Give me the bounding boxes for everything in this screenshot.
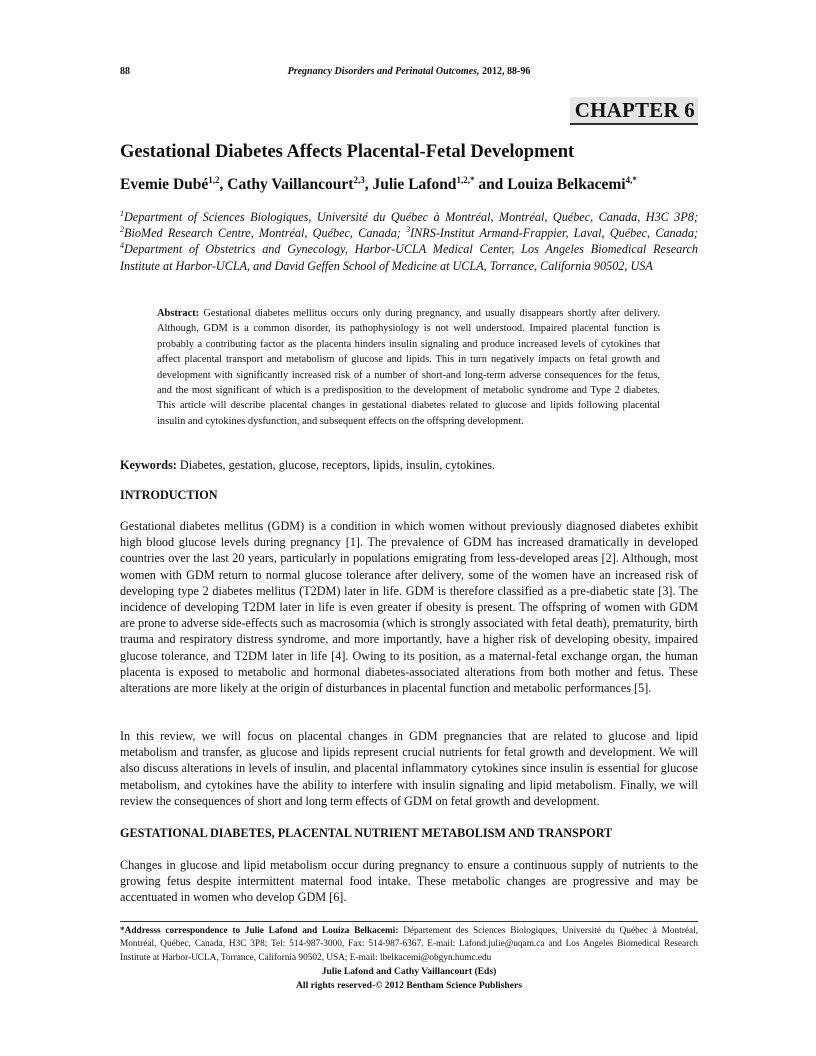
paragraph-gd-1: Changes in glucose and lipid metabolism occur during pregnancy to ensure a continuous supply of nutrients to the growing fetus despite intermittent maternal food intake. These metabolic changes are progressive and may be accentuated in women who develop GDM [6].	[120, 858, 698, 905]
journal-citation	[120, 66, 698, 77]
affiliation-marker: 2	[120, 225, 124, 235]
author-list	[120, 176, 637, 194]
affiliation-text: BioMed Research Centre, Montréal, Québec, Canada;	[124, 226, 407, 241]
author-separator: ,	[219, 176, 228, 193]
footnote-label: *Addresss correspondence to Julie Lafond and Louiza Belkacemi:	[120, 926, 399, 936]
footnote-text: Département des Sciences Biologiques, Université du Québec à Montréal, Montréal, Québec, Canada, H3C 3P8; Tel: 514-987-3000, Fax: 514-987-6367. E-mail: Lafond.julie@uqam.ca and Los Angeles Biomedical Research Institute at Harbor-UCLA, Torrance, California 90502, USA; E-mail: lbelkacemi@obgyn.humc.edu	[120, 926, 698, 963]
abstract-label: Abstract:	[157, 308, 200, 319]
author-affiliation-marker: 2,3	[353, 175, 365, 185]
keywords-label: Keywords:	[120, 458, 177, 472]
affiliation-text: Department of Sciences Biologiques, Université du Québec à Montréal, Montréal, Québec, Canada, H3C 3P8;	[124, 210, 698, 224]
article-title: Gestational Diabetes Affects Placental-Fetal Development	[120, 142, 575, 162]
chapter-banner	[570, 97, 698, 125]
keywords-text: Diabetes, gestation, glucose, receptors, lipids, insulin, cytokines.	[176, 458, 496, 472]
affiliation-text: Department of Obstetrics and Gynecology, Harbor-UCLA Medical Center, Los Angeles Biomedical Research Institute at Harbor-UCLA, and David Geffen School of Medicine at UCLA, Torrance, California 90502, USA	[120, 242, 698, 273]
author-name: Julie Lafond	[372, 176, 457, 193]
author-affiliation-marker: 4,*	[625, 175, 637, 185]
journal-name: Pregnancy Disorders and Perinatal Outcomes,	[287, 66, 480, 77]
keywords	[120, 458, 495, 473]
section-heading-introduction: INTRODUCTION	[120, 488, 218, 502]
abstract	[157, 306, 660, 429]
affiliations	[120, 209, 698, 274]
abstract-text: Gestational diabetes mellitus occurs only during pregnancy, and usually disappears shortly after delivery. Although, GDM is a common disorder, its pathophysiology is not well understood. Impaired placental function is probably a contributing factor as the placenta hinders insulin signaling and produce increased levels of cytokines that affect placental transport and metabolism of glucose and lipids. This in turn negatively impacts on fetal growth and development with significantly increased risk of a number of short-and long-term adverse consequences for the fetus, and the most significant of which is a predisposition to the development of metabolic syndrome and Type 2 diabetes. This article will describe placental changes in gestational diabetes related to glucose and lipids following placental insulin and cytokines dysfunction, and subsequent effects on the offspring development.	[157, 308, 660, 427]
editors-line: Julie Lafond and Cathy Vaillancourt (Eds)	[321, 966, 497, 977]
author-name: Cathy Vaillancourt	[227, 176, 354, 193]
section-heading-gestational-diabetes: GESTATIONAL DIABETES, PLACENTAL NUTRIENT METABOLISM AND TRANSPORT	[120, 826, 613, 840]
author-name: Evemie Dubé	[120, 176, 209, 193]
affiliation-marker: 4	[120, 241, 124, 251]
paragraph-intro-1: Gestational diabetes mellitus (GDM) is a condition in which women without previously diagnosed diabetes exhibit high blood glucose levels during pregnancy [1]. The prevalence of GDM has increased dramatically in developed countries over the last 20 years, particularly in populations emigrating from less-developed areas [2]. Although, most women with GDM return to normal glucose tolerance after delivery, some of the women have an increased risk of developing type 2 diabetes mellitus (T2DM) later in life. GDM is therefore classified as a pre-diabetic state [3]. The incidence of developing T2DM later in life is even greater if obesity is present. The offspring of women with GDM are prone to adverse side-effects such as macrosomia (which is strongly associated with fetal death), prematurity, birth trauma and respiratory distress syndrome, and more importantly, have a higher risk of developing obesity, impaired glucose tolerance, and T2DM later in life [4]. Owing to its position, as a maternal-fetal exchange organ, the human placenta is exposed to metabolic and hormonal diabetes-associated alterations from both mother and fetus. These alterations are more likely at the origin of disturbances in placental function and metabolic performances [5].	[120, 519, 698, 696]
author-affiliation-marker: 1,2,*	[456, 175, 475, 185]
page-number: 88	[120, 66, 130, 77]
author-affiliation-marker: 1,2	[208, 175, 220, 185]
affiliation-marker: 1	[120, 209, 124, 218]
correspondence-footnote	[120, 925, 698, 965]
copyright-line: All rights reserved-© 2012 Bentham Science Publishers	[295, 980, 523, 991]
author-separator: ,	[364, 176, 373, 193]
journal-year-pages: 2012, 88-96	[479, 66, 531, 77]
affiliation-marker: 3	[406, 225, 411, 235]
affiliation-text: INRS-Institut Armand-Frappier, Laval, Québec, Canada;	[410, 226, 698, 241]
author-name: Louiza Belkacemi	[507, 176, 626, 193]
chapter-label: CHAPTER 6	[574, 98, 695, 122]
author-separator: and	[474, 176, 508, 193]
paragraph-intro-2: In this review, we will focus on placental changes in GDM pregnancies that are related to glucose and lipid metabolism and transfer, as glucose and lipids represent crucial nutrients for fetal growth and development. We will also discuss alterations in levels of insulin, and placental inflammatory cytokines since insulin is essential for glucose metabolism, and cytokines have the ability to interfere with insulin signaling and lipid metabolism. Finally, we will review the consequences of short and long term effects of GDM on fetal growth and development.	[120, 729, 698, 808]
footnote-divider	[120, 921, 698, 922]
